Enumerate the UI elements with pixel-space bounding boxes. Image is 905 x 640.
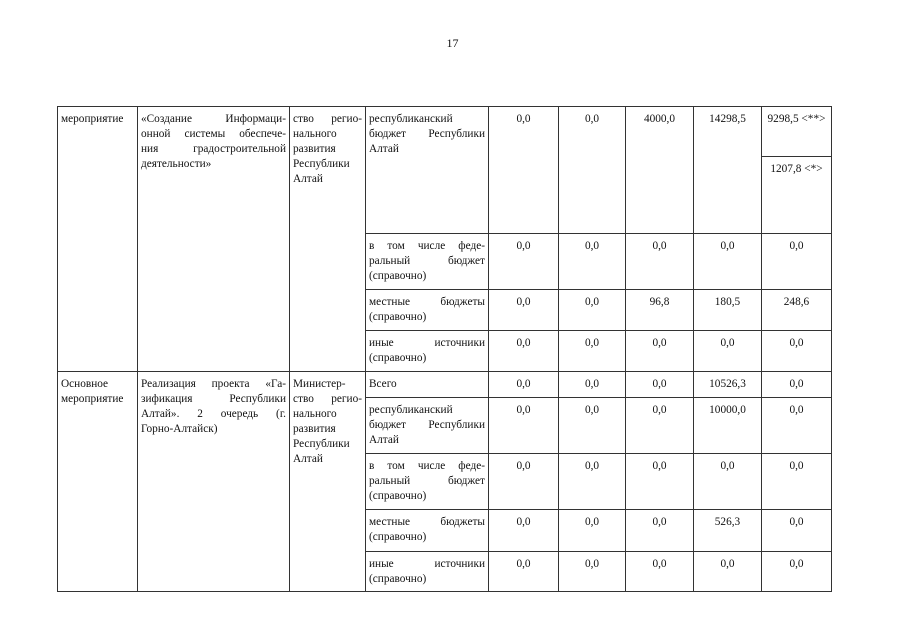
funding-source-text: ральный бюджет xyxy=(369,475,485,487)
value-cell: 14298,5 xyxy=(694,107,762,234)
funding-source-cell xyxy=(366,398,489,454)
funding-source-text: Алтай xyxy=(369,143,399,155)
funding-source-text: (справочно) xyxy=(369,352,427,364)
funding-source-cell xyxy=(366,552,489,592)
executor-text: Министер- xyxy=(293,378,346,390)
event-name-text: «Создание Информаци- xyxy=(141,113,286,125)
funding-source-cell xyxy=(366,290,489,331)
executor-cell xyxy=(290,372,366,592)
funding-source-cell xyxy=(366,107,489,234)
event-name-cell xyxy=(138,372,290,592)
value-cell: 180,5 xyxy=(694,290,762,331)
value-cell: 0,0 xyxy=(489,398,559,454)
event-name-text: Горно-Алтайск) xyxy=(141,423,218,435)
funding-source-text: иные источники xyxy=(369,558,485,570)
value-cell: 0,0 xyxy=(489,331,559,372)
budget-table xyxy=(57,106,832,592)
funding-source-cell xyxy=(366,372,489,398)
funding-source-text: (справочно) xyxy=(369,573,427,585)
event-name-text: онной системы обеспече- xyxy=(141,128,286,140)
funding-source-text: местные бюджеты xyxy=(369,516,485,528)
event-type-text: мероприятие xyxy=(61,393,124,405)
value-cell: 0,0 xyxy=(559,510,626,552)
value-cell: 0,0 xyxy=(489,510,559,552)
value-cell: 0,0 xyxy=(559,331,626,372)
executor-text: Республики xyxy=(293,438,350,450)
value-cell: 0,0 xyxy=(626,234,694,290)
value-cell: 0,0 xyxy=(626,510,694,552)
value-cell: 0,0 xyxy=(559,107,626,234)
value-cell: 0,0 xyxy=(559,372,626,398)
event-name-cell xyxy=(138,107,290,372)
executor-text: нального xyxy=(293,128,337,140)
funding-source-text: республиканский xyxy=(369,113,453,125)
value-cell: 0,0 xyxy=(559,552,626,592)
value-cell: 0,0 xyxy=(626,552,694,592)
funding-source-text: (справочно) xyxy=(369,490,427,502)
value-cell: 0,0 xyxy=(489,454,559,510)
funding-source-text: в том числе феде- xyxy=(369,460,485,472)
value-cell: 0,0 xyxy=(626,454,694,510)
value-cell: 10000,0 xyxy=(694,398,762,454)
event-type-text: Основное xyxy=(61,378,109,390)
value-cell: 526,3 xyxy=(694,510,762,552)
page-number: 17 xyxy=(446,36,459,50)
event-name-text: Алтай». 2 очередь (г. xyxy=(141,408,286,420)
value-cell: 0,0 xyxy=(626,398,694,454)
funding-source-text: (справочно) xyxy=(369,270,427,282)
event-type-text: мероприятие xyxy=(61,113,124,125)
value-cell: 0,0 xyxy=(626,331,694,372)
value-cell: 0,0 xyxy=(559,234,626,290)
value-cell: 0,0 xyxy=(489,234,559,290)
value-cell: 0,0 xyxy=(694,552,762,592)
funding-source-cell xyxy=(366,331,489,372)
value-cell: 0,0 xyxy=(559,454,626,510)
event-name-text: зификация Республики xyxy=(141,393,286,405)
funding-source-text: бюджет Республики xyxy=(369,128,485,140)
event-type-cell xyxy=(58,372,138,592)
event-name-text: деятельности» xyxy=(141,158,212,170)
value-cell: 1207,8 <*> xyxy=(762,157,832,234)
executor-text: развития xyxy=(293,423,336,435)
value-cell: 0,0 xyxy=(762,372,832,398)
value-cell: 0,0 xyxy=(489,372,559,398)
funding-source-text: Всего xyxy=(369,378,397,390)
table-row xyxy=(58,107,832,157)
funding-source-text: в том числе феде- xyxy=(369,240,485,252)
funding-source-text: республиканский xyxy=(369,404,453,416)
value-cell: 0,0 xyxy=(626,372,694,398)
value-cell: 0,0 xyxy=(762,510,832,552)
event-name-text: Реализация проекта «Га- xyxy=(141,378,286,390)
value-cell: 0,0 xyxy=(559,290,626,331)
value-cell: 0,0 xyxy=(694,234,762,290)
executor-text: ство регио- xyxy=(293,393,362,405)
value-cell: 10526,3 xyxy=(694,372,762,398)
value-cell: 9298,5 <**> xyxy=(762,107,832,157)
value-cell: 0,0 xyxy=(694,331,762,372)
value-cell: 0,0 xyxy=(489,107,559,234)
funding-source-text: (справочно) xyxy=(369,531,427,543)
value-cell: 0,0 xyxy=(762,454,832,510)
value-cell: 4000,0 xyxy=(626,107,694,234)
executor-text: Алтай xyxy=(293,453,323,465)
executor-text: нального xyxy=(293,408,337,420)
funding-source-cell xyxy=(366,234,489,290)
executor-cell xyxy=(290,107,366,372)
table-row xyxy=(58,372,832,398)
value-cell: 0,0 xyxy=(489,552,559,592)
funding-source-text: ральный бюджет xyxy=(369,255,485,267)
value-cell: 0,0 xyxy=(762,552,832,592)
value-cell: 0,0 xyxy=(694,454,762,510)
executor-text: Алтай xyxy=(293,173,323,185)
value-cell: 248,6 xyxy=(762,290,832,331)
executor-text: ство регио- xyxy=(293,113,362,125)
funding-source-text: (справочно) xyxy=(369,311,427,323)
value-cell: 96,8 xyxy=(626,290,694,331)
funding-source-text: иные источники xyxy=(369,337,485,349)
value-cell: 0,0 xyxy=(762,234,832,290)
funding-source-cell xyxy=(366,454,489,510)
event-type-cell xyxy=(58,107,138,372)
funding-source-text: Алтай xyxy=(369,434,399,446)
funding-source-text: бюджет Республики xyxy=(369,419,485,431)
funding-source-text: местные бюджеты xyxy=(369,296,485,308)
executor-text: Республики xyxy=(293,158,350,170)
value-cell: 0,0 xyxy=(762,398,832,454)
event-name-text: ния градостроительной xyxy=(141,143,286,155)
value-cell: 0,0 xyxy=(489,290,559,331)
funding-source-cell xyxy=(366,510,489,552)
value-cell: 0,0 xyxy=(559,398,626,454)
value-cell: 0,0 xyxy=(762,331,832,372)
executor-text: развития xyxy=(293,143,336,155)
